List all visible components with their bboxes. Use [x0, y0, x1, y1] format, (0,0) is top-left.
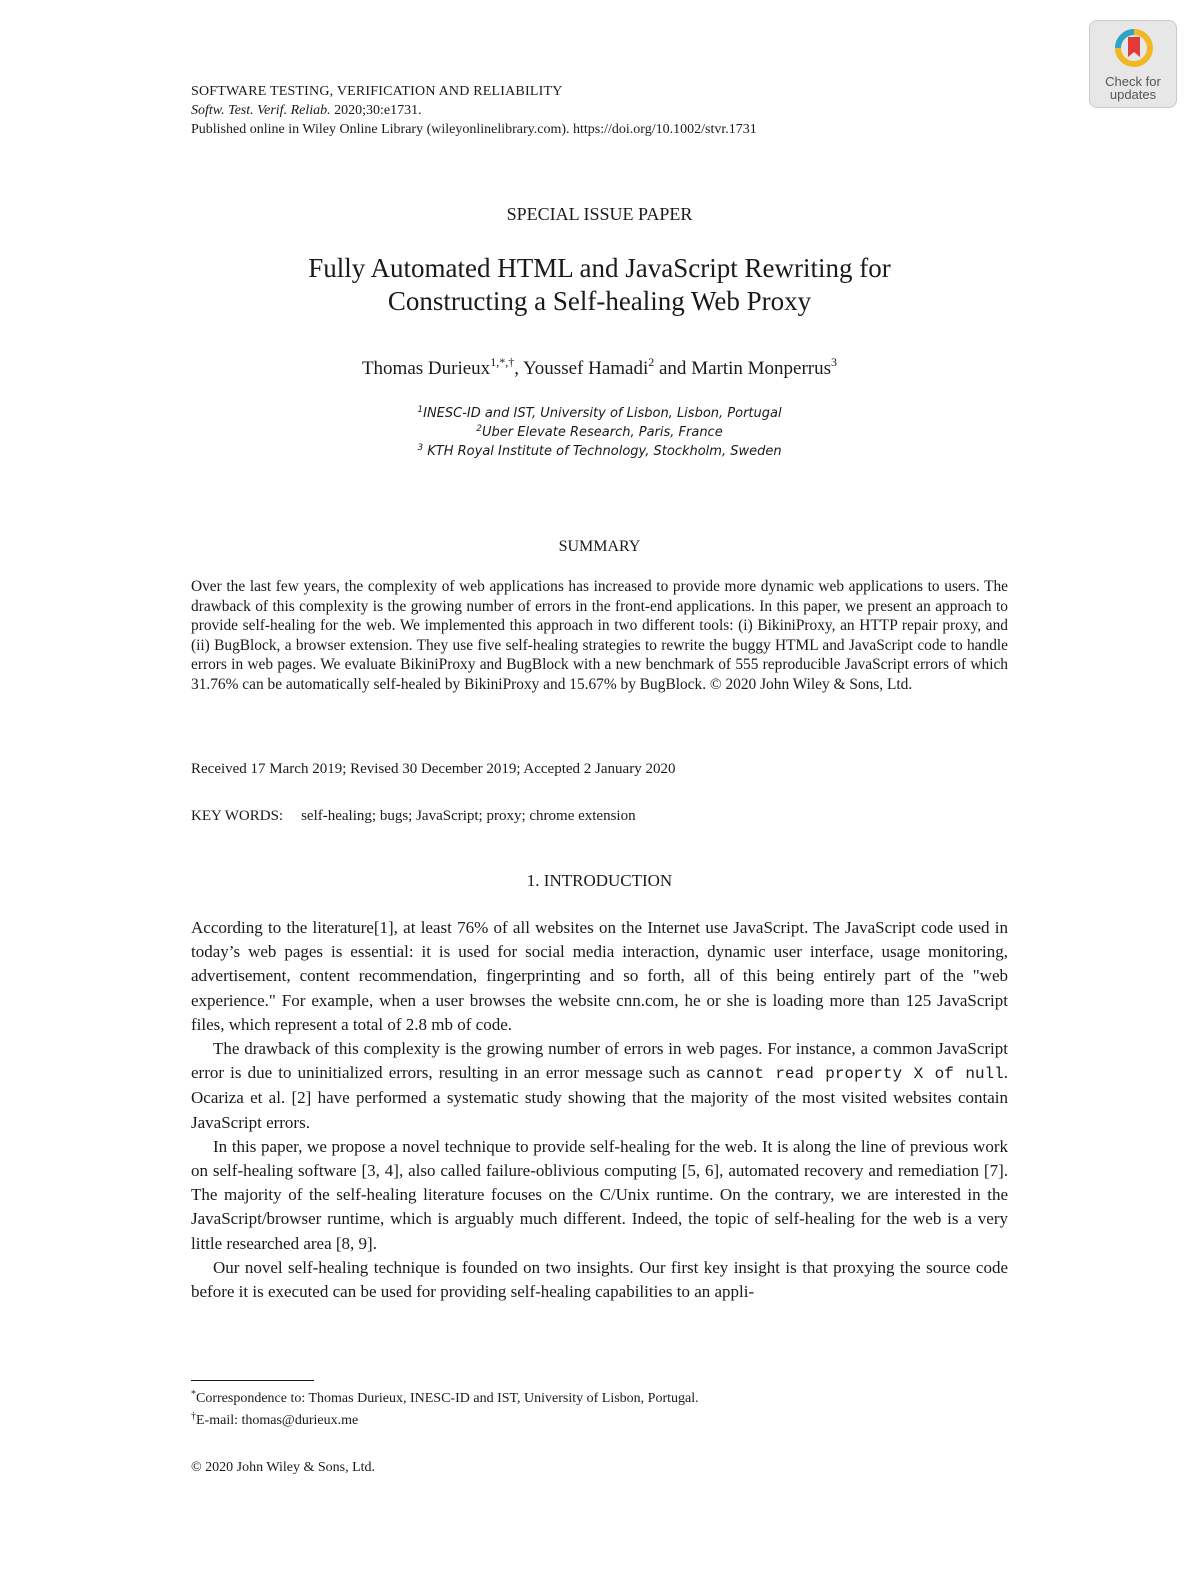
- footnotes: [191, 1388, 699, 1432]
- badge-line-2: updates: [1109, 87, 1157, 102]
- introduction-body: [191, 916, 1008, 1304]
- author-marks: 2: [648, 355, 655, 369]
- author-marks: 3: [831, 355, 838, 369]
- summary-heading: SUMMARY: [558, 538, 641, 555]
- journal-name: SOFTWARE TESTING, VERIFICATION AND RELIABILITY: [191, 84, 563, 99]
- affiliation: [191, 423, 1008, 442]
- footnote-email: [191, 1410, 699, 1432]
- affiliation-text: Uber Elevate Research, Paris, France: [482, 425, 723, 440]
- badge-label: [1090, 75, 1176, 101]
- author-name: Youssef Hamadi: [522, 358, 649, 379]
- author-separator: ,: [514, 358, 523, 379]
- footnote-mark: *: [191, 1389, 196, 1400]
- affiliation: [191, 442, 1008, 461]
- footnote-rule: [191, 1380, 314, 1381]
- footnote-mark: †: [191, 1411, 196, 1422]
- author-separator: and: [654, 358, 692, 379]
- author-name: Thomas Durieux: [361, 358, 491, 379]
- paragraph: Our novel self-healing technique is founded on two insights. Our first key insight is that proxying the source code before it is executed can be used for providing self-healing capabilities to an appli-: [191, 1257, 1008, 1302]
- affiliation-mark: 3: [417, 443, 424, 453]
- published-online: Published online in Wiley Online Library (wileyonlinelibrary.com). https://doi.org/10.1002/stvr.1731: [191, 122, 757, 137]
- author-name: Martin Monperrus: [691, 358, 832, 379]
- submission-dates: Received 17 March 2019; Revised 30 December 2019; Accepted 2 January 2020: [191, 761, 676, 777]
- affiliation-mark: 1: [417, 405, 424, 415]
- badge-line-1: Check for: [1105, 74, 1161, 89]
- author-list: [191, 355, 1008, 380]
- keywords-text: self-healing; bugs; JavaScript; proxy; chrome extension: [301, 808, 636, 824]
- affiliation: [191, 404, 1008, 423]
- paragraph-text: The drawback of this complexity is the growing number of errors in web pages. For instance, a common JavaScript error is due to uninitialized errors, resulting in an error message such as: [191, 1039, 1008, 1083]
- footnote-text: E-mail: thomas@durieux.me: [196, 1413, 359, 1428]
- bookmark-ring-icon: [1113, 27, 1155, 69]
- inline-code: cannot read property X of null: [706, 1065, 1004, 1084]
- journal-header: [191, 82, 757, 139]
- citation-volume: 2020;30:e1731.: [330, 103, 422, 118]
- summary-text: Over the last few years, the complexity of web applications has increased to provide more dynamic web applications to users. The drawback of this complexity is the growing number of errors in the front-end applications. In this paper, we present an approach to provide self-healing for the web. We implemented this approach in two different tools: (i) BikiniProxy, an HTTP repair proxy, and (ii) BugBlock, a browser extension. They use five self-healing strategies to rewrite the buggy HTML and JavaScript code to handle errors in web pages. We evaluate BikiniProxy and BugBlock with a new benchmark of 555 reproducible JavaScript errors of which 31.76% can be automatically self-healed by BikiniProxy and 15.67% by BugBlock. © 2020 John Wiley & Sons, Ltd.: [191, 578, 1008, 693]
- paragraph: [191, 1037, 1008, 1135]
- copyright-notice: © 2020 John Wiley & Sons, Ltd.: [191, 1460, 376, 1475]
- check-for-updates-badge[interactable]: [1089, 20, 1177, 108]
- paragraph-text: . Ocariza et al. [2] have performed a systematic study showing that the majority of the most visited websites contain JavaScript errors.: [191, 1063, 1008, 1132]
- journal-citation: [191, 101, 757, 120]
- footnote-text: Correspondence to: Thomas Durieux, INESC-ID and IST, University of Lisbon, Portugal.: [196, 1391, 699, 1406]
- keywords-label: KEY WORDS:: [191, 808, 284, 824]
- keywords: [191, 808, 636, 825]
- footnote-correspondence: [191, 1388, 699, 1410]
- affiliation-mark: 2: [476, 424, 483, 434]
- title-line-1: Fully Automated HTML and JavaScript Rewriting for: [308, 253, 891, 283]
- paper-title: [191, 252, 1008, 318]
- affiliation-text: KTH Royal Institute of Technology, Stockholm, Sweden: [423, 444, 782, 459]
- paragraph: In this paper, we propose a novel technique to provide self-healing for the web. It is along the line of previous work on self-healing software [3, 4], also called failure-oblivious computing [5, 6], automated recovery and remediation [7]. The majority of the self-healing literature focuses on the C/Unix runtime. On the contrary, we are interested in the JavaScript/browser runtime, which is arguably much different. Indeed, the topic of self-healing for the web is a very little researched area [8, 9].: [191, 1136, 1008, 1253]
- affiliation-list: [191, 404, 1008, 461]
- title-line-2: Constructing a Self-healing Web Proxy: [387, 286, 812, 316]
- affiliation-text: INESC-ID and IST, University of Lisbon, Lisbon, Portugal: [423, 406, 782, 421]
- citation-abbrev: Softw. Test. Verif. Reliab.: [191, 103, 331, 118]
- paper-kind: SPECIAL ISSUE PAPER: [506, 204, 693, 224]
- author-marks: 1,*,†: [490, 355, 515, 369]
- paragraph: According to the literature[1], at least 76% of all websites on the Internet use JavaScript. The JavaScript code used in today’s web pages is essential: it is used for social media interaction, dynamic user interface, usage monitoring, advertisement, content recommendation, fingerprinting and so forth, all of this being entirely part of the "web experience." For example, when a user browses the website cnn.com, he or she is loading more than 125 JavaScript files, which represent a total of 2.8 mb of code.: [191, 918, 1008, 1034]
- introduction-heading: 1. INTRODUCTION: [526, 871, 673, 890]
